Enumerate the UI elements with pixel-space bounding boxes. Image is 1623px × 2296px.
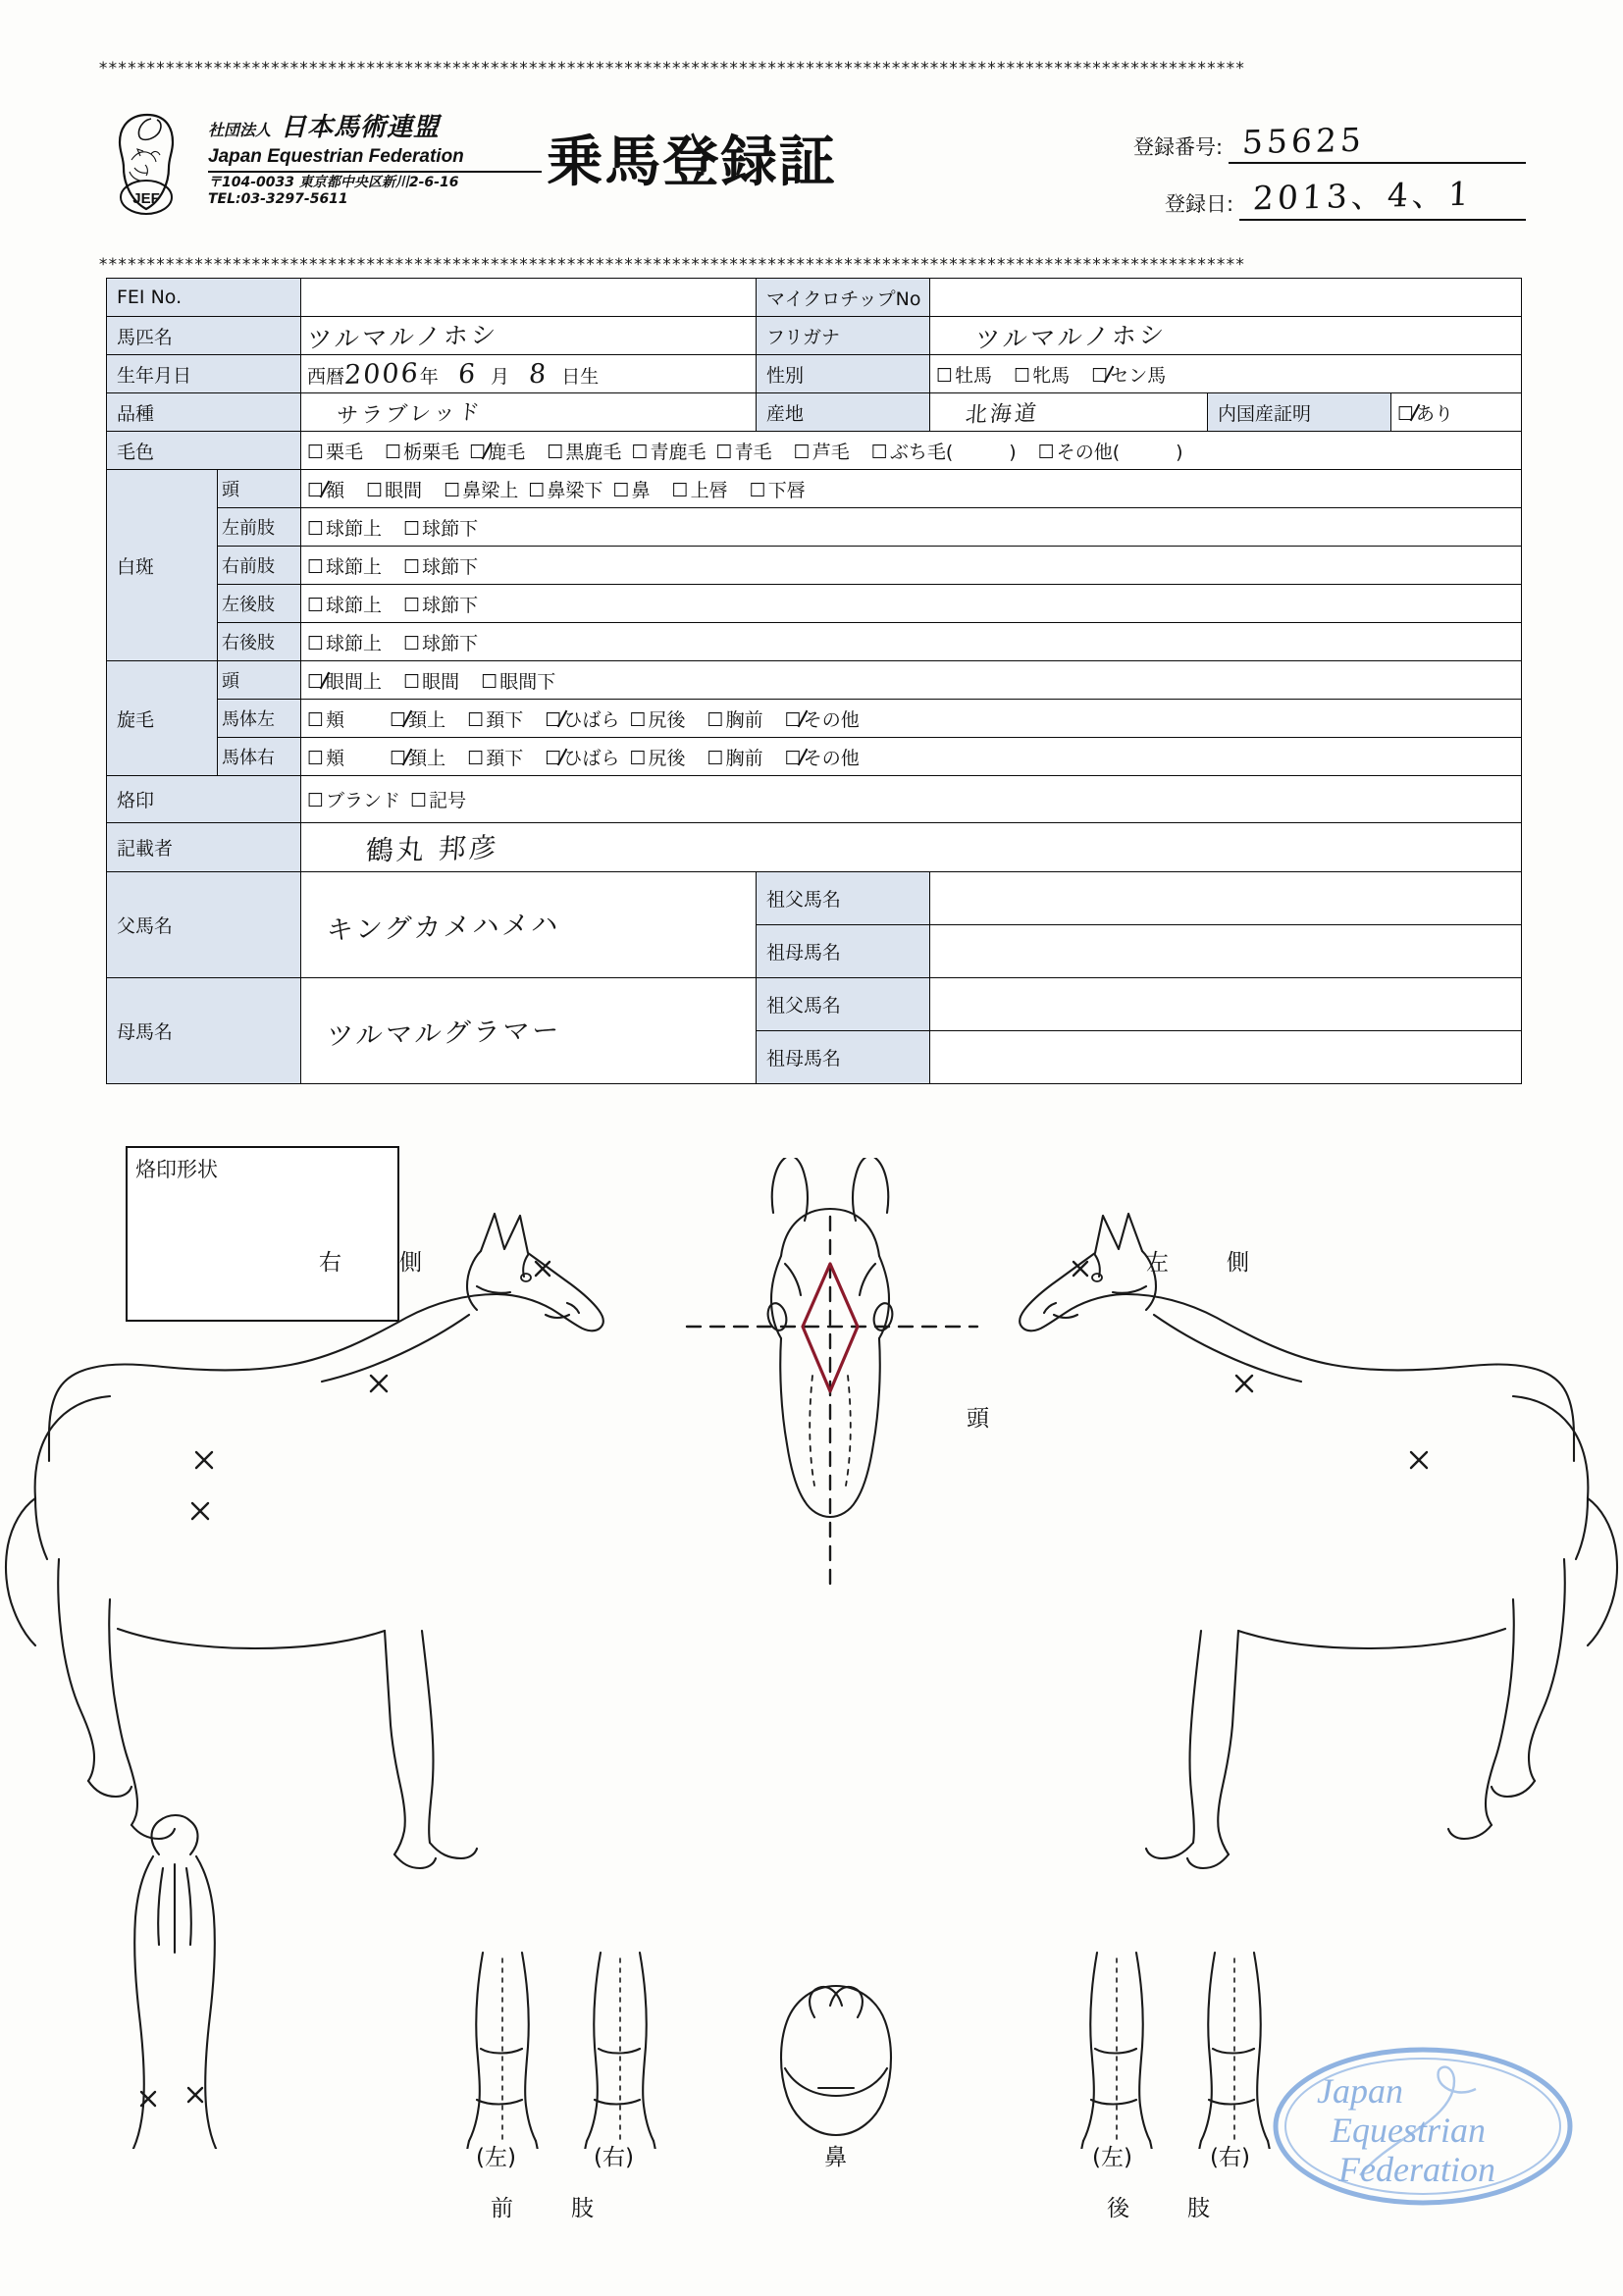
whorl-r-lower-neck[interactable]: ☐ 頚下 <box>467 747 524 769</box>
coat-option-kage[interactable]: ☐ 鹿毛 <box>469 441 526 463</box>
sex-label: 性別 <box>757 355 930 393</box>
white-option-nose[interactable]: ☐ 鼻 <box>612 479 651 501</box>
whorl-option-between-eyes[interactable]: ☐ 眼間 <box>403 670 460 693</box>
coat-label: 毛色 <box>107 432 301 470</box>
sire-granddam-value[interactable] <box>930 925 1522 978</box>
white-lf-above-fetlock[interactable]: ☐ 球節上 <box>307 517 383 540</box>
white-rh-below-fetlock[interactable]: ☐ 球節下 <box>403 632 479 654</box>
corporation-type: 社団法人 <box>208 121 272 139</box>
white-part-head: 頭 <box>218 470 301 508</box>
table-row-white-rf <box>107 547 1522 585</box>
white-rf-options[interactable] <box>301 547 1522 585</box>
sex-option-mare[interactable]: ☐ 牝馬 <box>1014 364 1071 387</box>
registration-number-label: 登録番号: <box>1133 135 1224 159</box>
brand-option-brand[interactable]: ☐ ブランド <box>307 790 401 811</box>
sire-grandsire-label: 祖父馬名 <box>757 872 930 925</box>
brand-options[interactable] <box>301 776 1522 823</box>
white-rh-above-fetlock[interactable]: ☐ 球節上 <box>307 632 383 654</box>
breed-value[interactable] <box>301 393 757 432</box>
whorl-option-below-eyes[interactable]: ☐ 眼間下 <box>481 670 556 693</box>
sire-granddam-label: 祖母馬名 <box>757 925 930 978</box>
white-part-left-hind: 左後肢 <box>218 585 301 623</box>
sire-label: 父馬名 <box>107 872 301 978</box>
furigana-label: フリガナ <box>757 317 930 355</box>
dam-handwriting: ツルマルグラマー <box>325 1015 563 1053</box>
front-right-label: (右) <box>594 2145 634 2170</box>
registration-number-value: 55625 <box>1241 120 1367 162</box>
table-row-recorder <box>107 823 1522 872</box>
horse-details-table <box>106 278 1522 1084</box>
decorative-rule-middle: ************************************************************************************************************************ <box>98 257 1245 274</box>
svg-text:Equestrian: Equestrian <box>1331 2111 1486 2150</box>
birth-value[interactable] <box>301 355 757 393</box>
coat-option-other[interactable]: ☐ その他( ) <box>1037 441 1183 463</box>
org-name-ja: 日本馬術連盟 <box>281 113 441 142</box>
birth-day-unit: 日生 <box>561 365 600 388</box>
registration-date-field[interactable] <box>1239 174 1526 221</box>
white-lh-below-fetlock[interactable]: ☐ 球節下 <box>403 594 479 616</box>
jef-official-stamp <box>1266 2036 1580 2218</box>
dam-granddam-label: 祖母馬名 <box>757 1031 930 1084</box>
fei-no-label: FEI No. <box>107 279 301 317</box>
table-row-whorl-right <box>107 738 1522 776</box>
domestic-cert-value[interactable] <box>1391 393 1522 432</box>
white-rf-below-fetlock[interactable]: ☐ 球節下 <box>403 555 479 578</box>
table-row-sire <box>107 872 1522 925</box>
birth-year: 2006 <box>342 357 421 391</box>
sex-option-gelding[interactable]: ☐ セン馬 <box>1091 364 1167 387</box>
whorl-r-flank[interactable]: ☐ ひばら <box>545 747 620 769</box>
recorder-handwriting: 鶴丸 邦彦 <box>364 830 501 867</box>
whorl-l-chest[interactable]: ☐ 胸前 <box>707 708 763 731</box>
coat-option-buchige[interactable]: ☐ ぶち毛( ) <box>870 441 1017 463</box>
white-lh-options[interactable] <box>301 585 1522 623</box>
white-head-options[interactable] <box>301 470 1522 508</box>
whorl-r-cheek[interactable]: ☐ 頬 <box>307 747 345 769</box>
whorl-right-options[interactable] <box>301 738 1522 776</box>
svg-text:JEF: JEF <box>132 190 160 207</box>
table-row-coat <box>107 432 1522 470</box>
dam-value[interactable] <box>301 978 757 1084</box>
horse-name-handwriting: ツルマルノホシ <box>305 320 500 354</box>
whorl-l-upper-neck[interactable]: ☐ 頚上 <box>390 708 446 731</box>
dam-granddam-value[interactable] <box>930 1031 1522 1084</box>
birth-label: 生年月日 <box>107 355 301 393</box>
table-row-white-lf <box>107 508 1522 547</box>
document-header <box>98 103 1531 240</box>
white-option-forehead[interactable]: ☐ 額 <box>307 479 345 501</box>
coat-option-ashige[interactable]: ☐ 芦毛 <box>793 441 850 463</box>
front-limbs-label: 前 肢 <box>491 2196 611 2221</box>
microchip-value[interactable] <box>930 279 1522 317</box>
coat-option-ao[interactable]: ☐ 青毛 <box>715 441 772 463</box>
horse-name-label: 馬匹名 <box>107 317 301 355</box>
white-option-lower-nasal[interactable]: ☐ 鼻梁下 <box>528 479 603 501</box>
brand-shape-label: 烙印形状 <box>135 1158 218 1181</box>
white-part-right-fore: 右前肢 <box>218 547 301 585</box>
right-side-label: 右 側 <box>319 1250 440 1276</box>
recorder-value[interactable] <box>301 823 1522 872</box>
coat-option-tochikurige[interactable]: ☐ 栃栗毛 <box>385 441 460 463</box>
dam-grandsire-label: 祖父馬名 <box>757 978 930 1031</box>
registration-date-value: 2013、4、1 <box>1252 174 1474 218</box>
whorl-l-other[interactable]: ☐ その他 <box>784 708 860 731</box>
white-markings-label: 白斑 <box>107 470 218 661</box>
whorl-r-rear[interactable]: ☐ 尻後 <box>629 747 686 769</box>
coat-option-aokage[interactable]: ☐ 青鹿毛 <box>631 441 707 463</box>
table-row-white-rh <box>107 623 1522 661</box>
svg-text:Federation: Federation <box>1338 2150 1495 2189</box>
white-lf-below-fetlock[interactable]: ☐ 球節下 <box>403 517 479 540</box>
furigana-handwriting: ツルマルノホシ <box>973 320 1169 354</box>
whorl-part-head: 頭 <box>218 661 301 700</box>
postal-address: 〒104-0033 東京都中央区新川2-6-16 <box>208 175 459 190</box>
breed-handwriting: サラブレッド <box>335 399 484 429</box>
whorl-label: 旋毛 <box>107 661 218 776</box>
birth-month-unit: 月 <box>490 365 509 388</box>
dam-grandsire-value[interactable] <box>930 978 1522 1031</box>
birth-era: 西暦 <box>307 365 345 388</box>
table-row-brand <box>107 776 1522 823</box>
table-row-whorl-left <box>107 700 1522 738</box>
whorl-r-chest[interactable]: ☐ 胸前 <box>707 747 763 769</box>
white-option-upper-lip[interactable]: ☐ 上唇 <box>671 479 728 501</box>
whorl-left-options[interactable] <box>301 700 1522 738</box>
fei-no-value[interactable] <box>301 279 757 317</box>
table-row-dam <box>107 978 1522 1031</box>
table-row-whorl-head <box>107 661 1522 700</box>
white-lh-above-fetlock[interactable]: ☐ 球節上 <box>307 594 383 616</box>
white-option-between-eyes[interactable]: ☐ 眼間 <box>366 479 423 501</box>
whorl-part-body-right: 馬体右 <box>218 738 301 776</box>
left-side-label: 左 側 <box>1146 1250 1267 1276</box>
table-row-breed <box>107 393 1522 432</box>
coat-options[interactable] <box>301 432 1522 470</box>
header-divider <box>208 171 542 173</box>
registration-info <box>1133 120 1526 236</box>
jef-logo-icon <box>108 111 184 219</box>
nose-label: 鼻 <box>824 2145 847 2170</box>
breed-label: 品種 <box>107 393 301 432</box>
page-title: 乗馬登録証 <box>547 130 837 194</box>
brand-label: 烙印 <box>107 776 301 823</box>
domestic-cert-option[interactable]: ☐ あり <box>1397 402 1454 425</box>
white-lf-options[interactable] <box>301 508 1522 547</box>
birth-day: 8 <box>527 358 550 390</box>
domestic-cert-label: 内国産証明 <box>1208 393 1391 432</box>
whorl-r-other[interactable]: ☐ その他 <box>784 747 860 769</box>
recorder-label: 記載者 <box>107 823 301 872</box>
microchip-label: マイクロチップNo <box>757 279 930 317</box>
whorl-option-above-eyes[interactable]: ☐ 眼間上 <box>307 670 383 693</box>
hind-right-label: (右) <box>1210 2145 1250 2170</box>
whorl-head-options[interactable] <box>301 661 1522 700</box>
whorl-l-rear[interactable]: ☐ 尻後 <box>629 708 686 731</box>
svg-text:Japan: Japan <box>1317 2071 1403 2111</box>
sire-value[interactable] <box>301 872 757 978</box>
hind-limbs-label: 後 肢 <box>1107 2196 1228 2221</box>
white-part-left-fore: 左前肢 <box>218 508 301 547</box>
white-option-lower-lip[interactable]: ☐ 下唇 <box>749 479 806 501</box>
brand-option-symbol[interactable]: ☐ 記号 <box>410 790 467 811</box>
telephone: TEL:03-3297-5611 <box>208 191 348 207</box>
white-option-upper-nasal[interactable]: ☐ 鼻梁上 <box>444 479 519 501</box>
sire-handwriting: キングカメハメハ <box>325 909 562 947</box>
birth-month: 6 <box>456 358 479 390</box>
dam-label: 母馬名 <box>107 978 301 1084</box>
birth-year-unit: 年 <box>419 365 439 388</box>
org-name-en: Japan Equestrian Federation <box>208 146 464 167</box>
origin-handwriting: 北海道 <box>964 400 1040 428</box>
whorl-r-upper-neck[interactable]: ☐ 頚上 <box>390 747 446 769</box>
decorative-rule-top: ************************************************************************************************************************ <box>98 61 1245 78</box>
sex-option-stallion[interactable]: ☐ 牡馬 <box>936 364 993 387</box>
head-label: 頭 <box>967 1406 989 1432</box>
front-left-label: (左) <box>476 2145 516 2170</box>
table-row-white-lh <box>107 585 1522 623</box>
whorl-l-lower-neck[interactable]: ☐ 頚下 <box>467 708 524 731</box>
coat-option-kurokage[interactable]: ☐ 黒鹿毛 <box>547 441 622 463</box>
furigana-value[interactable] <box>930 317 1522 355</box>
table-row-white-head <box>107 470 1522 508</box>
coat-option-kurige[interactable]: ☐ 栗毛 <box>307 441 364 463</box>
table-row-fei <box>107 279 1522 317</box>
registration-number-field[interactable] <box>1229 120 1526 164</box>
registration-date-label: 登録日: <box>1165 192 1234 216</box>
whorl-part-body-left: 馬体左 <box>218 700 301 738</box>
horse-name-value[interactable] <box>301 317 757 355</box>
organization-block <box>208 107 542 208</box>
sex-value[interactable] <box>930 355 1522 393</box>
white-rh-options[interactable] <box>301 623 1522 661</box>
white-rf-above-fetlock[interactable]: ☐ 球節上 <box>307 555 383 578</box>
whorl-l-flank[interactable]: ☐ ひばら <box>545 708 620 731</box>
sire-grandsire-value[interactable] <box>930 872 1522 925</box>
whorl-l-cheek[interactable]: ☐ 頬 <box>307 708 345 731</box>
hind-left-label: (左) <box>1092 2145 1132 2170</box>
origin-value[interactable] <box>930 393 1208 432</box>
table-row-birth <box>107 355 1522 393</box>
origin-label: 産地 <box>757 393 930 432</box>
table-row-name <box>107 317 1522 355</box>
white-part-right-hind: 右後肢 <box>218 623 301 661</box>
